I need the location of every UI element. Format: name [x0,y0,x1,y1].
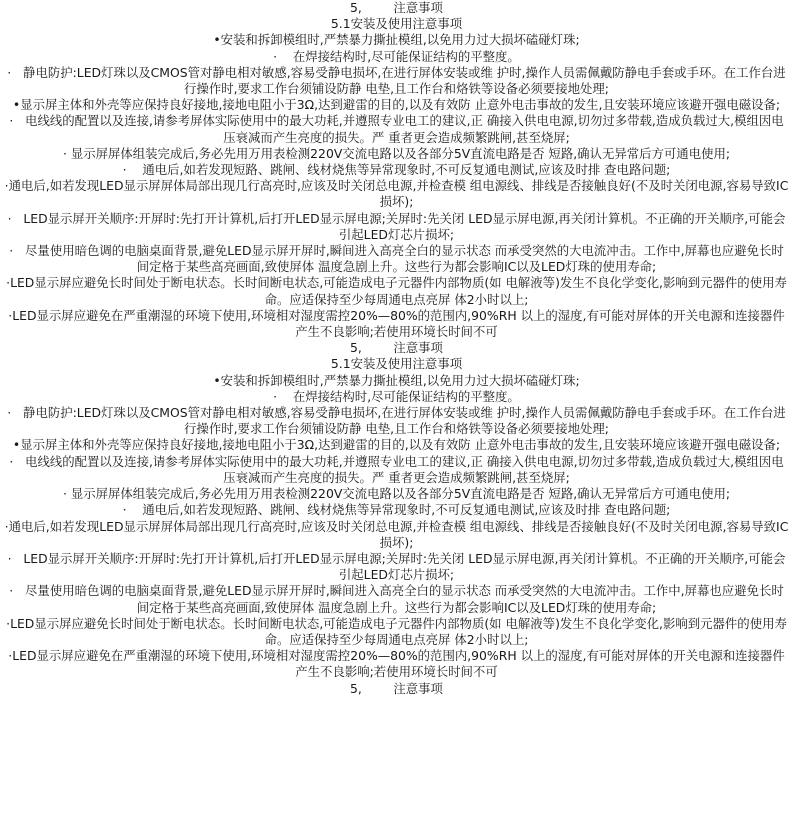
paragraph-item: · 显示屏屏体组装完成后,务必先用万用表检测220V交流电路以及各部分5V直流电路是否 短路,确认无异常后方可通电使用; [62,486,731,502]
section-heading: 5, 注意事项 [350,340,443,356]
paragraph-item: · 电线线的配置以及连接,请参考屏体实际使用中的最大功耗,并遵照专业电工的建议,正 确接入供电电源,切勿过多带载,造成负载过大,模组因电压衰减而产生亮度的损失。严 重者更会造成频繁跳闸,甚至烧屏; [9,453,784,485]
paragraph-item: •显示屏主体和外壳等应保持良好接地,接地电阻小于3Ω,达到避雷的目的,以及有效防 止意外电击事故的发生,且安装环境应该避开强电磁设备; [12,97,781,113]
paragraph-item: · 静电防护:LED灯珠以及CMOS管对静电相对敏感,容易受静电损坏,在进行屏体安装或维 护时,操作人员需佩戴防静电手套或手环。在工作台进行操作时,要求工作台须铺设防静 电垫,且工作台和烙铁等设备必须要接地处理; [7,64,786,97]
paragraph-item: •安装和拆卸模组时,严禁暴力撕扯模组,以免用力过大损坏磕碰灯珠; [213,372,580,388]
document-page [4,0,789,697]
section-heading: 5, 注意事项 [350,0,443,15]
document-block-first [4,0,789,340]
paragraph-item: · 在焊接结构时,尽可能保证结构的平整度。 [273,388,520,404]
paragraph-item: · 显示屏屏体组装完成后,务必先用万用表检测220V交流电路以及各部分5V直流电路是否 短路,确认无异常后方可通电使用; [62,145,731,161]
paragraph-item: · 在焊接结构时,尽可能保证结构的平整度。 [273,48,520,64]
paragraph-item: •安装和拆卸模组时,严禁暴力撕扯模组,以免用力过大损坏磕碰灯珠; [213,32,580,48]
document-block-repeat [4,340,789,680]
paragraph-item: ·LED显示屏应避免在严重潮湿的环境下使用,环境相对湿度需控20%—80%的范围内,90%RH 以上的湿度,有可能对屏体的开关电源和连接器件产生不良影响;若使用环境长时间不可 [8,648,785,680]
paragraph-item: ·LED显示屏应避免长时间处于断电状态。长时间断电状态,可能造成电子元器件内部物质(如 电解液等)发生不良化学变化,影响到元器件的使用寿命。应适保持至少每周通电点亮屏 体2小时以上; [6,615,787,647]
subsection-heading: 5.1安装及使用注意事项 [330,16,463,32]
section-heading: 5, 注意事项 [350,680,443,696]
paragraph-item: ·通电后,如若发现LED显示屏屏体局部出现几行高亮时,应该及时关闭总电源,并检查模 组电源线、排线是否接触良好(不及时关闭电源,容易导致IC损坏); [4,178,789,210]
paragraph-item: · LED显示屏开关顺序:开屏时:先打开计算机,后打开LED显示屏电源;关屏时:先关闭 LED显示屏电源,再关闭计算机。不正确的开关顺序,可能会引起LED灯芯片损坏; [7,210,786,242]
paragraph-item: · 通电后,如若发现短路、跳闸、线材烧焦等异常现象时,不可反复通电测试,应该及时排 查电路问题; [122,502,671,518]
paragraph-item: ·通电后,如若发现LED显示屏屏体局部出现几行高亮时,应该及时关闭总电源,并检查模 组电源线、排线是否接触良好(不及时关闭电源,容易导致IC损坏); [4,518,789,550]
paragraph-item: · 尽量使用暗色调的电脑桌面背景,避免LED显示屏开屏时,瞬间进入高亮全白的显示状态 而承受突然的大电流冲击。工作中,屏幕也应避免长时间定格于某些高亮画面,致使屏体 温度急剧上升。这些行为都会影响IC以及LED灯珠的使用寿命; [9,243,784,275]
paragraph-item: •显示屏主体和外壳等应保持良好接地,接地电阻小于3Ω,达到避雷的目的,以及有效防 止意外电击事故的发生,且安装环境应该避开强电磁设备; [12,437,781,453]
subsection-heading: 5.1安装及使用注意事项 [330,356,463,372]
paragraph-item: · LED显示屏开关顺序:开屏时:先打开计算机,后打开LED显示屏电源;关屏时:先关闭 LED显示屏电源,再关闭计算机。不正确的开关顺序,可能会引起LED灯芯片损坏; [7,550,786,583]
paragraph-item: · 通电后,如若发现短路、跳闸、线材烧焦等异常现象时,不可反复通电测试,应该及时排 查电路问题; [122,162,671,178]
paragraph-item: ·LED显示屏应避免长时间处于断电状态。长时间断电状态,可能造成电子元器件内部物质(如 电解液等)发生不良化学变化,影响到元器件的使用寿命。应适保持至少每周通电点亮屏 体2小时以上; [6,275,787,307]
paragraph-item: · 尽量使用暗色调的电脑桌面背景,避免LED显示屏开屏时,瞬间进入高亮全白的显示状态 而承受突然的大电流冲击。工作中,屏幕也应避免长时间定格于某些高亮画面,致使屏体 温度急剧上升。这些行为都会影响IC以及LED灯珠的使用寿命; [9,583,784,615]
paragraph-item: · 电线线的配置以及连接,请参考屏体实际使用中的最大功耗,并遵照专业电工的建议,正 确接入供电电源,切勿过多带载,造成负载过大,模组因电压衰减而产生亮度的损失。严 重者更会造成频繁跳闸,甚至烧屏; [9,113,784,145]
paragraph-item: · 静电防护:LED灯珠以及CMOS管对静电相对敏感,容易受静电损坏,在进行屏体安装或维 护时,操作人员需佩戴防静电手套或手环。在工作台进行操作时,要求工作台须铺设防静 电垫,且工作台和烙铁等设备必须要接地处理; [7,405,786,437]
paragraph-item: ·LED显示屏应避免在严重潮湿的环境下使用,环境相对湿度需控20%—80%的范围内,90%RH 以上的湿度,有可能对屏体的开关电源和连接器件产生不良影响;若使用环境长时间不可 [8,307,785,340]
